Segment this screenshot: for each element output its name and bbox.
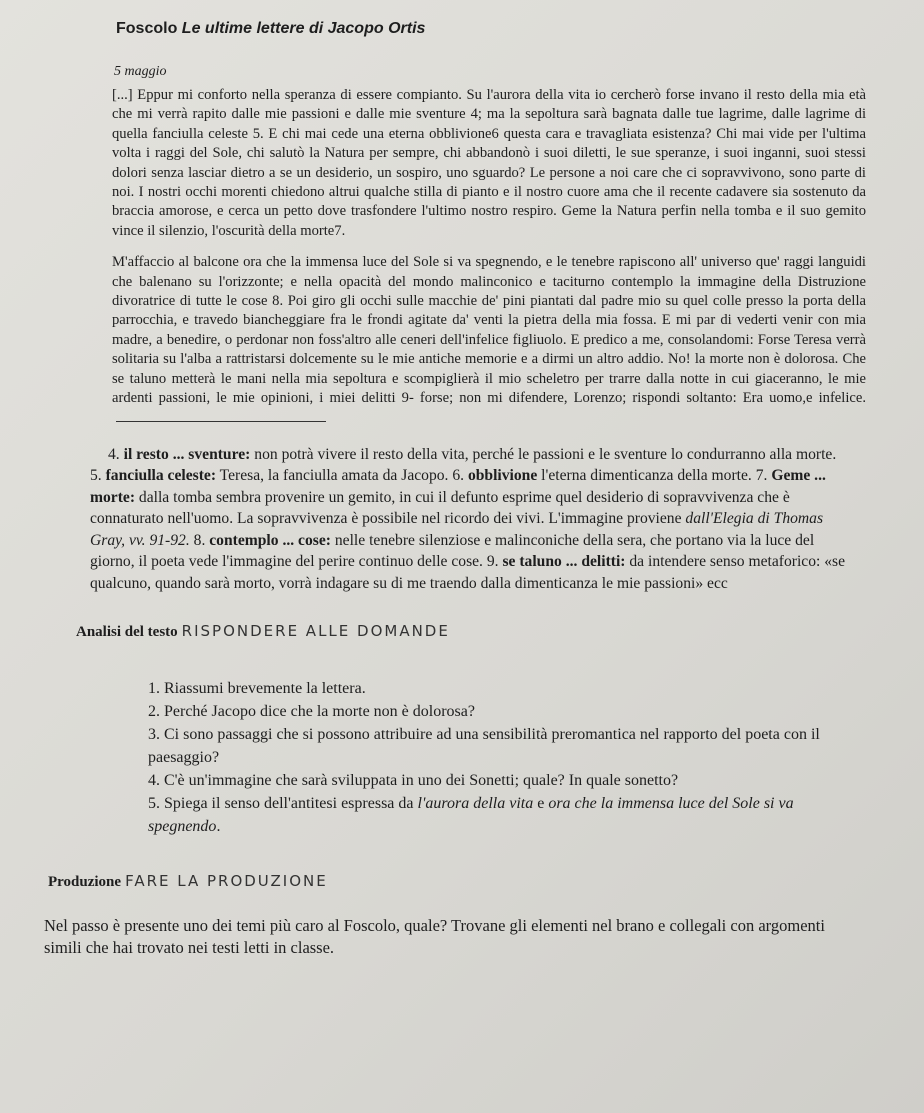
question-item bbox=[144, 792, 846, 838]
analysis-heading-label: Analisi del testo bbox=[76, 624, 178, 641]
question-number: 1. bbox=[148, 680, 160, 698]
question-item bbox=[144, 723, 846, 769]
question-quote-2: ora che la immensa luce del Sole si va spegnendo bbox=[148, 795, 794, 836]
question-number: 5. bbox=[148, 795, 160, 813]
question-text: Riassumi brevemente la lettera. bbox=[164, 680, 366, 698]
production-heading-label: Produzione bbox=[48, 874, 122, 891]
note-8-num: 8. bbox=[193, 531, 206, 549]
question-number: 4. bbox=[148, 772, 160, 790]
work-title: Le ultime lettere di Jacopo Ortis bbox=[181, 20, 426, 37]
question-text: Ci sono passaggi che si possono attribuire ad una sensibilità preromantica nel rapporto del poeta con il paesaggio? bbox=[148, 726, 820, 767]
footnotes-text bbox=[90, 444, 846, 595]
note-9-text: da intendere senso metaforico: «se qualcuno, quando sarà morto, vorrà indagare su di me traendo dalla dimenticanza le mie passioni» ecc bbox=[90, 553, 846, 592]
question-item bbox=[144, 769, 846, 792]
production-heading bbox=[48, 872, 876, 891]
question-number: 2. bbox=[148, 703, 160, 721]
question-item bbox=[144, 677, 846, 700]
note-7-source: dall'Elegia di Thomas Gray, vv. 91-92. bbox=[90, 510, 824, 549]
note-6-text: l'eterna dimenticanza della morte. bbox=[537, 467, 756, 485]
answer-blank-line bbox=[116, 409, 326, 422]
footnotes bbox=[90, 444, 846, 595]
production-prompt: Nel passo è presente uno dei temi più caro al Foscolo, quale? Trovane gli elementi nel brano e collegali con argomenti simili che hai trovato nei testi letti in classe. bbox=[44, 916, 825, 958]
note-4-term: il resto ... sventure: bbox=[123, 445, 251, 463]
note-6-term: obblivione bbox=[467, 467, 538, 485]
note-5-term: fanciulla celeste: bbox=[105, 467, 217, 485]
note-8-term: contemplo ... cose: bbox=[209, 531, 331, 549]
note-4-text: non potrà vivere il resto della vita, perché le passioni e le sventure lo condurranno alla morte. bbox=[250, 445, 837, 463]
letter-paragraph-2-text: M'affaccio al balcone ora che la immensa luce del Sole si va spegnendo, e le tenebre rapiscono all' universo que' raggi languidi che balenano su l'orizzonte; e nella opacità del mondo malinconico e taciturno contemplo la immagine della Distruzione divoratrice di tutte le cose 8. Poi giro gli occhi sulle macchie de' pini piantati dal padre mio su quel colle presso la porta della parrocchia, e travedo biancheggiare fra le frondi agitate da' venti la pietra della mia fossa. E mi par di vederti venir con mia madre, a benedire, o perdonar non foss'altro alle ceneri dell'infelice figliuolo. E predico a me, consolandomi: Forse Teresa verrà solitaria su l'alba a rattristarsi dolcemente su le mie antiche memorie e a dirmi un altro addio. No! la morte non è dolorosa. Che se taluno metterà le mani nella mia sepoltura e scompiglierà il mio scheletro per trarre dalla notte in cui giaceranno, le mie ardenti passioni, le mie opinioni, i miei delitti 9- forse; non mi difendere, Lorenzo; rispondi soltanto: Era uomo,e infelice. bbox=[112, 254, 866, 407]
note-6-num: 6. bbox=[452, 467, 465, 485]
note-7-text: dalla tomba sembra provenire un gemito, in cui il defunto esprime quel desiderio di sopravvivenza che è connaturato nell'uomo. La sopravvivenza è possibile nel ricordo dei vivi. L'immagine proviene bbox=[90, 488, 790, 528]
question-text: Spiega il senso dell'antitesi espressa da bbox=[164, 795, 418, 813]
note-7-num: 7. bbox=[755, 467, 768, 485]
note-5-num: 5. bbox=[90, 467, 102, 485]
note-9-num: 9. bbox=[486, 553, 499, 571]
question-item bbox=[144, 700, 846, 723]
letter-paragraph-1: [...] Eppur mi conforto nella speranza di essere compianto. Su l'aurora della vita io cercherò forse invano il resto della mia età che mi verrà rapito dalle mie passioni e dalle mie sventure 4; ma la sepoltura sarà bagnata dalle tue lagrime, dalle lagrime di quella fanciulla celeste 5. E chi mai cede una eterna obblivione6 questa cara e travagliata esistenza? Chi mai vide per l'ultima volta i raggi del Sole, chi salutò la Natura per sempre, chi abbandonò i suoi diletti, le sue speranze, i suoi inganni, suoi stessi dolori senza lasciar dietro a se un desiderio, un sospiro, uno sguardo? Le persone a noi care che ci sopravvivono, sono parte di noi. I nostri occhi morenti chiedono altrui qualche stilla di pianto e il nostro cuore ama che il recente cadavere sia sostenuto da braccia amorose, e cerca un petto dove trasfondere l'ultimo nostro respiro. Geme la Natura perfin nella tomba e il suo gemito vince il silenzio, l'oscurità della morte7. bbox=[112, 87, 866, 239]
analysis-heading bbox=[76, 622, 876, 641]
note-5-text: Teresa, la fanciulla amata da Jacopo. bbox=[216, 467, 453, 485]
author-name: Foscolo bbox=[116, 20, 178, 37]
question-text: Perché Jacopo dice che la morte non è dolorosa? bbox=[164, 703, 475, 721]
letter-body bbox=[112, 86, 866, 428]
question-quote-1: l'aurora della vita bbox=[417, 795, 534, 813]
analysis-questions bbox=[132, 677, 846, 838]
question-text-mid: e bbox=[533, 795, 549, 813]
production-handwritten-note: FARE LA PRODUZIONE bbox=[125, 872, 328, 891]
note-9-term: se taluno ... delitti: bbox=[502, 553, 626, 571]
question-text: C'è un'immagine che sarà sviluppata in uno dei Sonetti; quale? In quale sonetto? bbox=[164, 772, 679, 790]
note-8-text: nelle tenebre silenziose e malinconiche della sera, che portano via la luce del giorno, il poeta vede l'immagine del perire continuo delle cose. bbox=[90, 531, 815, 571]
letter-date: 5 maggio bbox=[114, 64, 167, 79]
note-4-num: 4. bbox=[108, 445, 120, 463]
question-number: 3. bbox=[148, 726, 160, 744]
letter-paragraph-2 bbox=[112, 253, 866, 428]
question-text-end: . bbox=[216, 818, 221, 836]
page-title bbox=[116, 20, 876, 38]
note-7-term: Geme ... morte: bbox=[90, 467, 826, 506]
analysis-handwritten-note: RISPONDERE ALLE DOMANDE bbox=[181, 622, 450, 641]
